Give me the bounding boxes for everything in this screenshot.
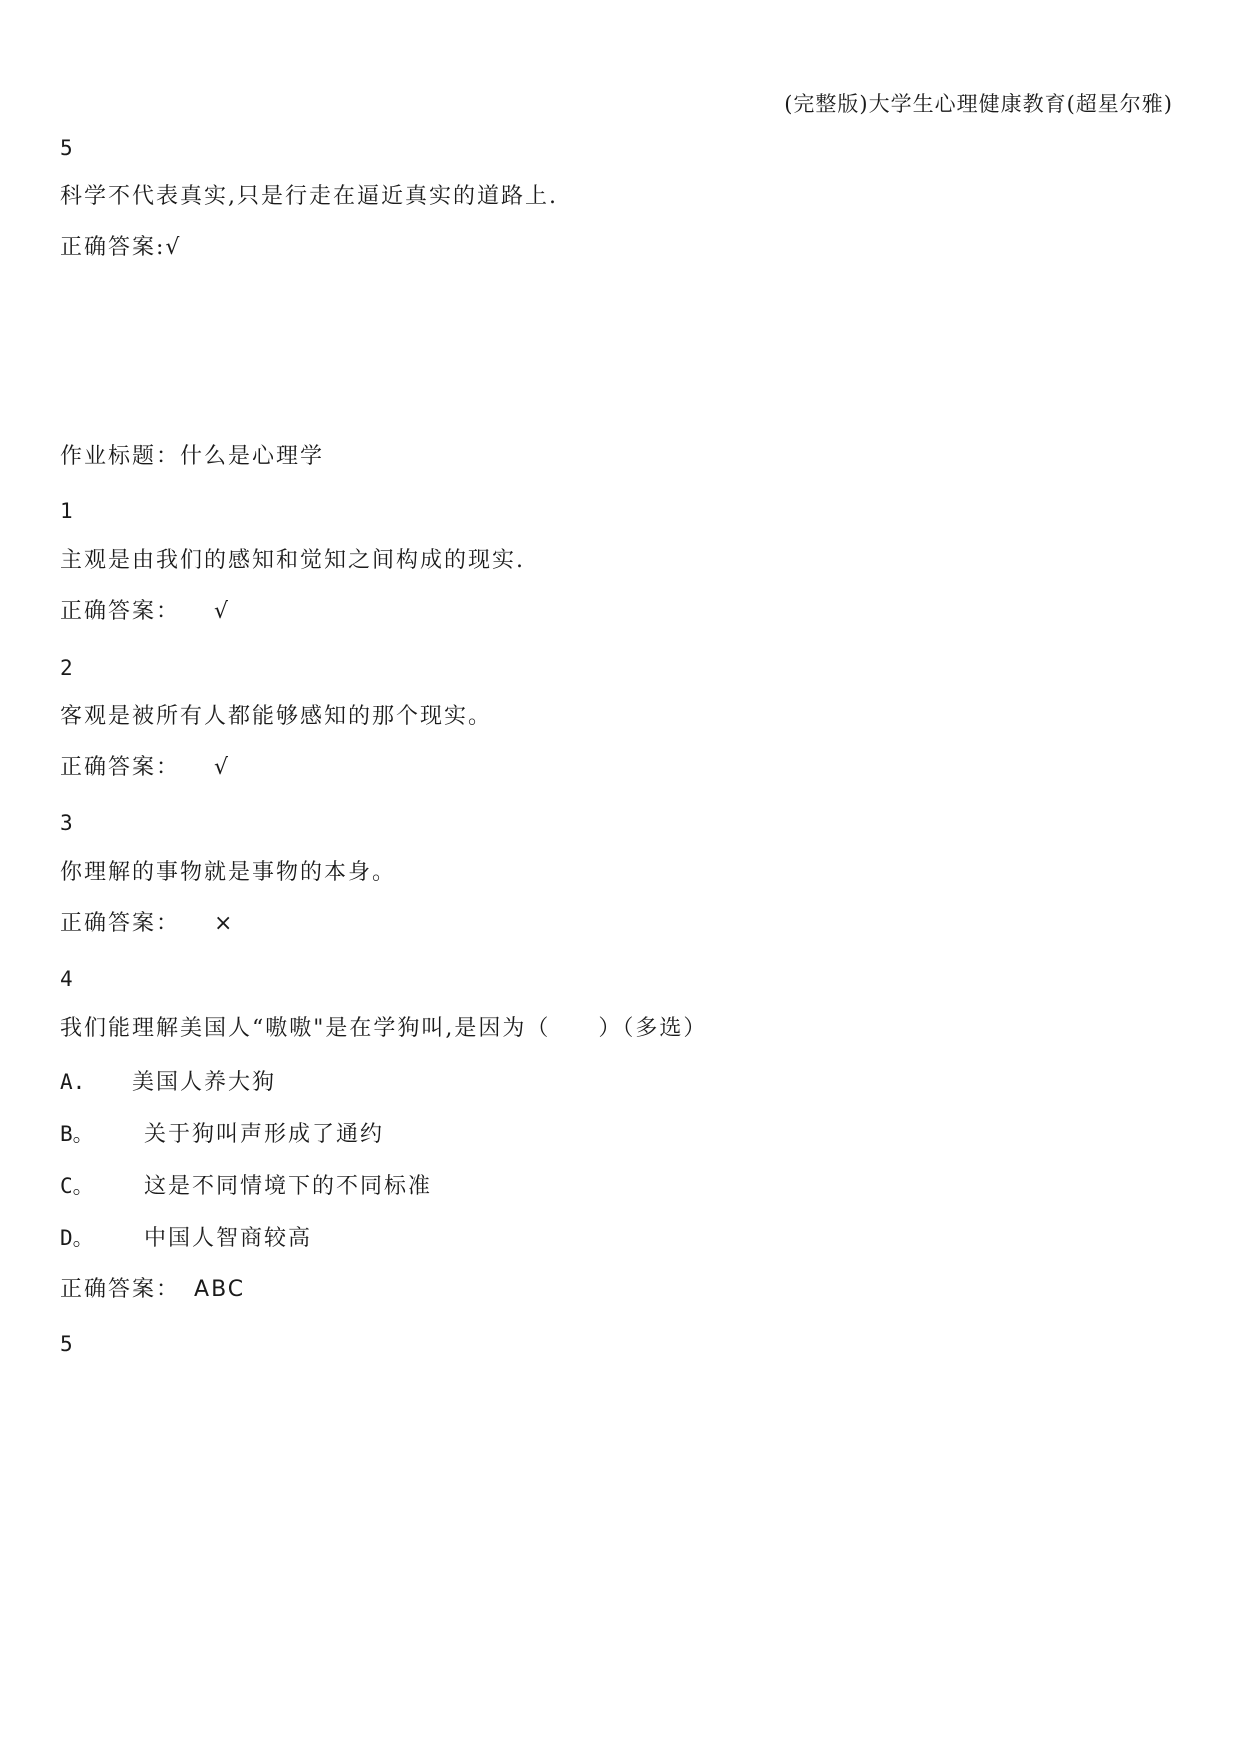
- option-text: 关于狗叫声形成了通约: [144, 1122, 385, 1147]
- answer-label: 正确答案：: [60, 755, 181, 780]
- option-a: [60, 1068, 276, 1097]
- option-letter: A.: [60, 1070, 86, 1094]
- answer-value: √: [214, 599, 231, 624]
- question-text: 主观是由我们的感知和觉知之间构成的现实.: [60, 548, 525, 573]
- option-letter: B。: [60, 1122, 94, 1146]
- option-d: [60, 1224, 312, 1253]
- question-number: 5: [60, 1332, 73, 1356]
- answer-value: ×: [214, 911, 235, 936]
- answer-line: [60, 910, 234, 938]
- answer-value: √: [214, 755, 231, 780]
- question-number: 4: [60, 967, 73, 991]
- question-number: 2: [60, 656, 73, 680]
- option-text: 这是不同情境下的不同标准: [144, 1174, 433, 1199]
- assignment-title: 作业标题：什么是心理学: [60, 444, 325, 469]
- answer-line: [60, 234, 181, 262]
- question-text: 我们能理解美国人“嗷嗷"是在学狗叫,是因为（ ）（多选）: [60, 1016, 708, 1041]
- option-text: 美国人养大狗: [132, 1070, 277, 1095]
- answer-label: 正确答案：: [60, 1277, 181, 1302]
- answer-line: [60, 1276, 245, 1304]
- question-text: 科学不代表真实,只是行走在逼近真实的道路上.: [60, 184, 558, 209]
- answer-line: [60, 754, 230, 782]
- option-c: [60, 1172, 432, 1201]
- answer-label: 正确答案：: [60, 599, 181, 624]
- answer-label: 正确答案:: [60, 235, 166, 260]
- question-number: 5: [60, 136, 73, 160]
- answer-line: [60, 598, 230, 626]
- page-header-title: (完整版)大学生心理健康教育(超星尔雅): [784, 92, 1173, 116]
- answer-value: ABC: [194, 1277, 246, 1302]
- question-number: 1: [60, 499, 73, 523]
- answer-label: 正确答案：: [60, 911, 181, 936]
- question-number: 3: [60, 811, 73, 835]
- question-text: 客观是被所有人都能够感知的那个现实。: [60, 704, 493, 729]
- option-letter: D。: [60, 1226, 94, 1250]
- answer-value: √: [165, 235, 182, 260]
- option-letter: C。: [60, 1174, 94, 1198]
- option-text: 中国人智商较高: [144, 1226, 313, 1251]
- option-b: [60, 1120, 384, 1149]
- question-text: 你理解的事物就是事物的本身。: [60, 860, 397, 885]
